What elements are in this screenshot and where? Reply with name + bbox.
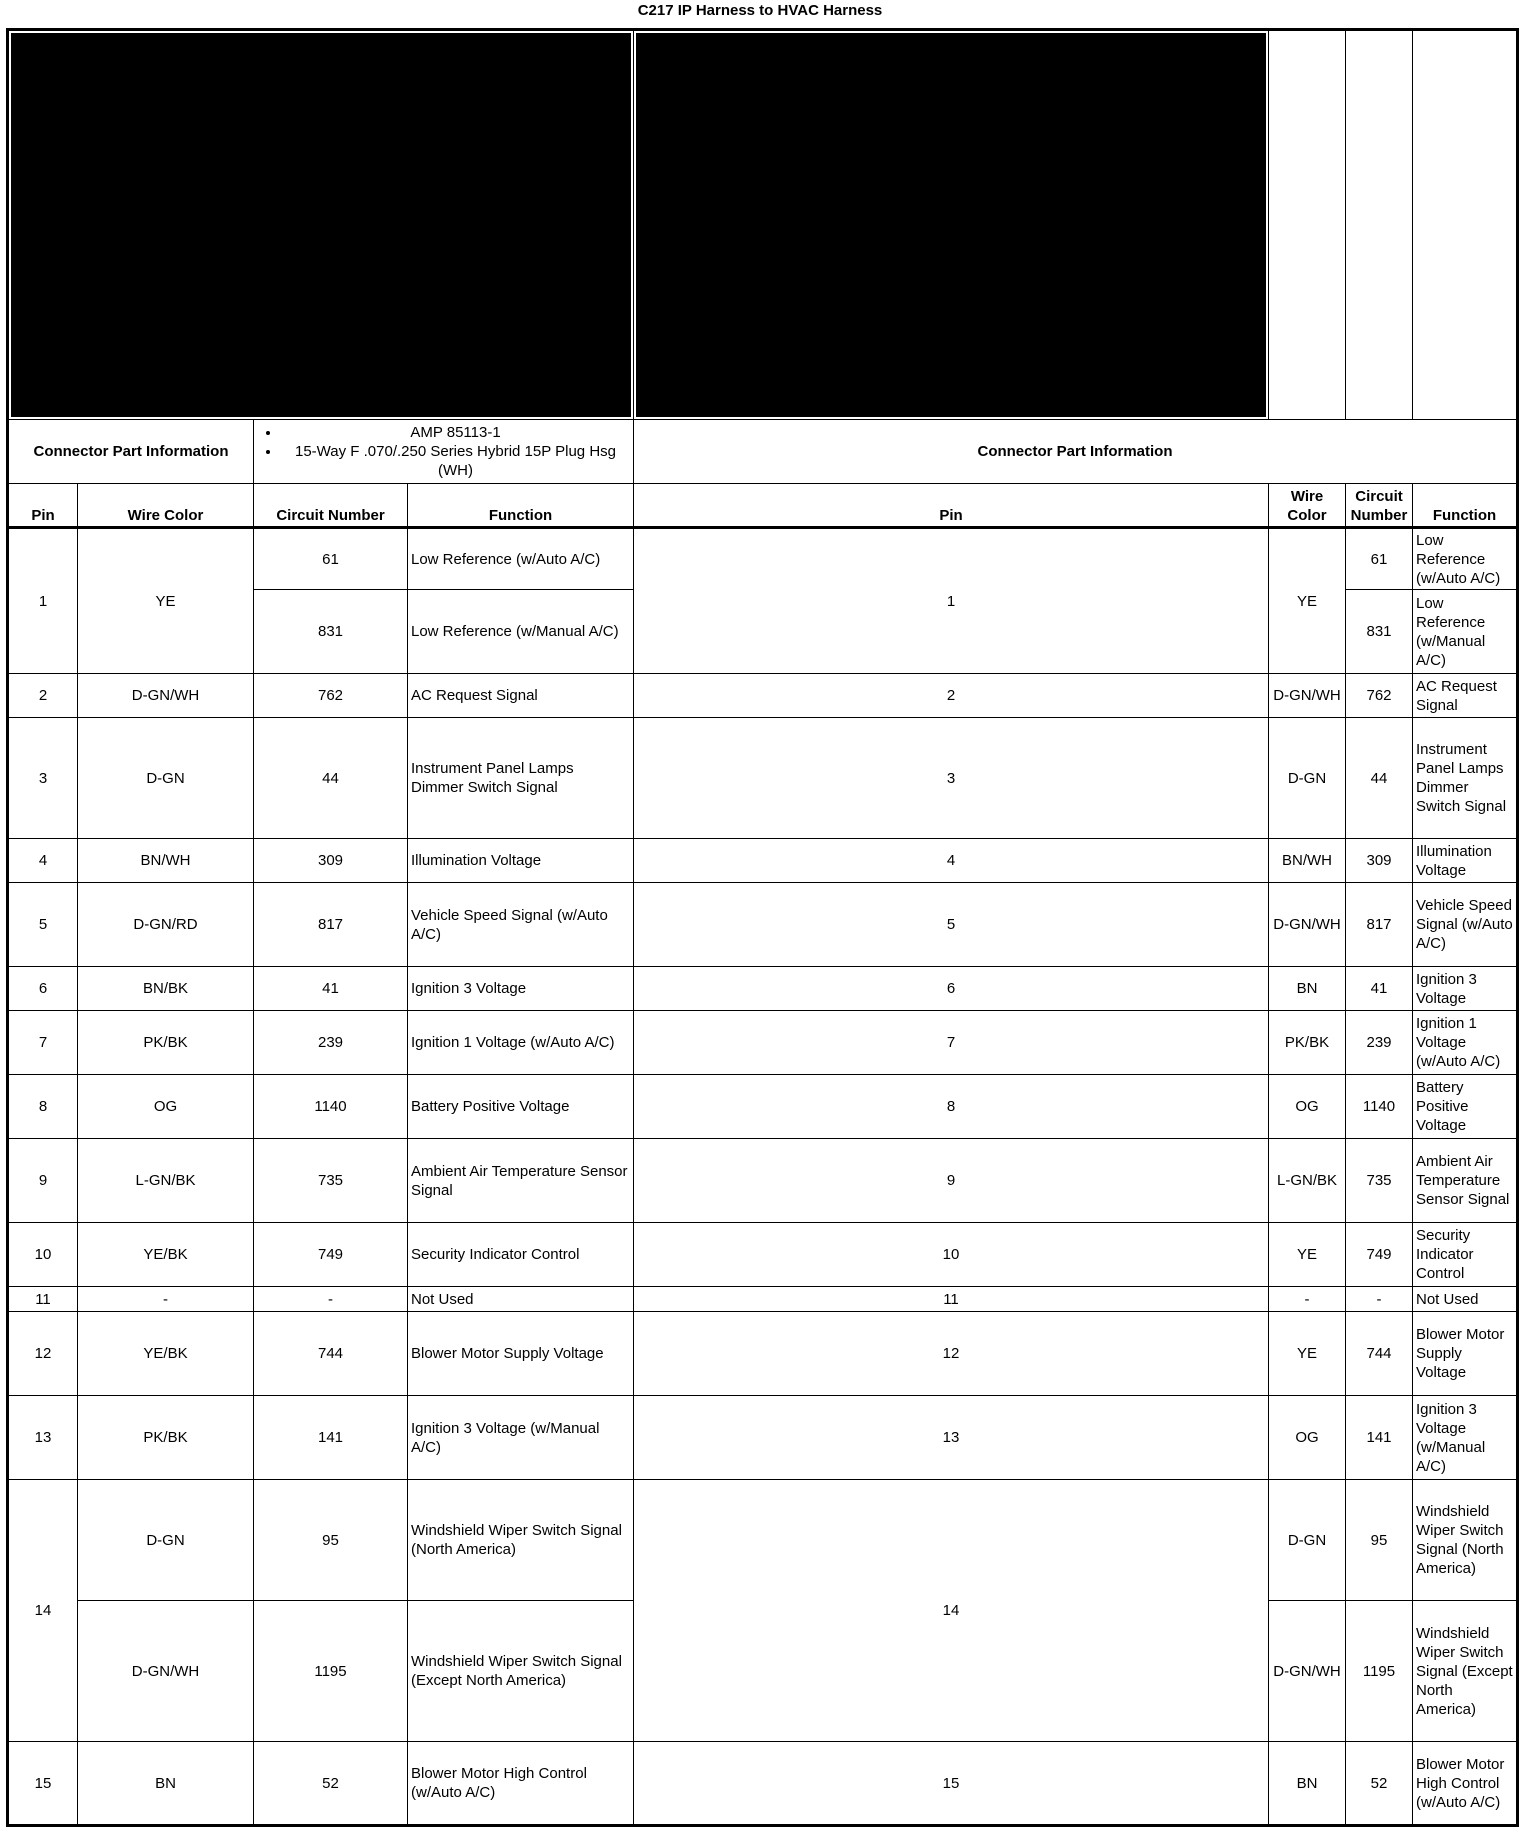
wire-color-cell: D-GN/WH bbox=[78, 1601, 254, 1742]
pin-cell: 15 bbox=[8, 1742, 78, 1826]
function-cell-right: Instrument Panel Lamps Dimmer Switch Signal bbox=[1413, 718, 1518, 839]
wire-color-cell-right: D-GN/WH bbox=[1269, 1601, 1346, 1742]
header-function-right: Function bbox=[1413, 484, 1518, 528]
pin-cell-right: 14 bbox=[634, 1480, 1269, 1742]
connector-info-item: • AMP 85113-1 bbox=[281, 423, 630, 442]
pin-cell: 6 bbox=[8, 967, 78, 1011]
wire-color-cell-right: BN bbox=[1269, 1742, 1346, 1826]
circuit-number-cell: 762 bbox=[254, 674, 408, 718]
connector-info-item: • 15-Way F .070/.250 Series Hybrid 15P Plug Hsg (WH) bbox=[281, 442, 630, 480]
pin-cell-right: 5 bbox=[634, 883, 1269, 967]
function-cell-right: Windshield Wiper Switch Signal (Except North America) bbox=[1413, 1601, 1518, 1742]
pin-cell: 8 bbox=[8, 1075, 78, 1139]
connector-face-image-right bbox=[636, 33, 1266, 417]
function-cell: Low Reference (w/Manual A/C) bbox=[408, 590, 634, 674]
table-row bbox=[8, 528, 1518, 590]
wire-color-cell: L-GN/BK bbox=[78, 1139, 254, 1223]
circuit-number-cell-right: 141 bbox=[1346, 1396, 1413, 1480]
function-cell: AC Request Signal bbox=[408, 674, 634, 718]
circuit-number-cell-right: 95 bbox=[1346, 1480, 1413, 1601]
pin-cell-right: 12 bbox=[634, 1312, 1269, 1396]
function-cell-right: Not Used bbox=[1413, 1287, 1518, 1312]
table-row bbox=[8, 1396, 1518, 1480]
connector-info-row bbox=[8, 420, 1518, 484]
function-cell: Windshield Wiper Switch Signal (North America) bbox=[408, 1480, 634, 1601]
circuit-number-cell-right: 831 bbox=[1346, 590, 1413, 674]
circuit-number-cell: 95 bbox=[254, 1480, 408, 1601]
circuit-number-cell-right: 735 bbox=[1346, 1139, 1413, 1223]
circuit-number-cell-right: 239 bbox=[1346, 1011, 1413, 1075]
pin-cell: 5 bbox=[8, 883, 78, 967]
function-cell: Ignition 1 Voltage (w/Auto A/C) bbox=[408, 1011, 634, 1075]
circuit-number-cell: 1195 bbox=[254, 1601, 408, 1742]
circuit-number-cell-right: 41 bbox=[1346, 967, 1413, 1011]
pin-cell-right: 11 bbox=[634, 1287, 1269, 1312]
function-cell: Illumination Voltage bbox=[408, 839, 634, 883]
function-cell: Ignition 3 Voltage bbox=[408, 967, 634, 1011]
table-row bbox=[8, 1742, 1518, 1826]
wire-color-cell-right: YE bbox=[1269, 1312, 1346, 1396]
circuit-number-cell: 1140 bbox=[254, 1075, 408, 1139]
circuit-number-cell: 52 bbox=[254, 1742, 408, 1826]
circuit-number-cell: 61 bbox=[254, 528, 408, 590]
pin-cell: 7 bbox=[8, 1011, 78, 1075]
circuit-number-cell: 831 bbox=[254, 590, 408, 674]
wire-color-cell-right: BN/WH bbox=[1269, 839, 1346, 883]
circuit-number-cell-right: 762 bbox=[1346, 674, 1413, 718]
function-cell: Low Reference (w/Auto A/C) bbox=[408, 528, 634, 590]
blank-cell bbox=[1269, 30, 1346, 420]
connector-face-image-left bbox=[11, 33, 631, 417]
table-row bbox=[8, 1480, 1518, 1601]
header-circuit-number-right: Circuit Number bbox=[1346, 484, 1413, 528]
function-cell-right: Security Indicator Control bbox=[1413, 1223, 1518, 1287]
table-row bbox=[8, 1139, 1518, 1223]
circuit-number-cell-right: 309 bbox=[1346, 839, 1413, 883]
pin-cell-right: 3 bbox=[634, 718, 1269, 839]
function-cell: Instrument Panel Lamps Dimmer Switch Signal bbox=[408, 718, 634, 839]
connector-info-list bbox=[257, 423, 630, 480]
connector-image-row bbox=[8, 30, 1518, 420]
column-header-row bbox=[8, 484, 1518, 528]
function-cell-right: Illumination Voltage bbox=[1413, 839, 1518, 883]
header-wire-color-left: Wire Color bbox=[78, 484, 254, 528]
function-cell: Blower Motor High Control (w/Auto A/C) bbox=[408, 1742, 634, 1826]
wire-color-cell: - bbox=[78, 1287, 254, 1312]
function-cell: Blower Motor Supply Voltage bbox=[408, 1312, 634, 1396]
header-pin-right: Pin bbox=[634, 484, 1269, 528]
document-title: C217 IP Harness to HVAC Harness bbox=[637, 2, 883, 19]
wire-color-cell: YE/BK bbox=[78, 1312, 254, 1396]
pin-cell: 2 bbox=[8, 674, 78, 718]
pin-cell: 4 bbox=[8, 839, 78, 883]
circuit-number-cell-right: - bbox=[1346, 1287, 1413, 1312]
pin-cell-right: 15 bbox=[634, 1742, 1269, 1826]
wire-color-cell: PK/BK bbox=[78, 1011, 254, 1075]
wire-color-cell-right: D-GN/WH bbox=[1269, 674, 1346, 718]
pin-cell: 3 bbox=[8, 718, 78, 839]
function-cell: Battery Positive Voltage bbox=[408, 1075, 634, 1139]
table-row bbox=[8, 718, 1518, 839]
circuit-number-cell: 44 bbox=[254, 718, 408, 839]
table-row bbox=[8, 1223, 1518, 1287]
wire-color-cell: PK/BK bbox=[78, 1396, 254, 1480]
pin-cell-right: 6 bbox=[634, 967, 1269, 1011]
function-cell: Not Used bbox=[408, 1287, 634, 1312]
function-cell-right: Blower Motor High Control (w/Auto A/C) bbox=[1413, 1742, 1518, 1826]
wire-color-cell-right: D-GN/WH bbox=[1269, 883, 1346, 967]
circuit-number-cell-right: 744 bbox=[1346, 1312, 1413, 1396]
table-row bbox=[8, 967, 1518, 1011]
circuit-number-cell-right: 1195 bbox=[1346, 1601, 1413, 1742]
pin-cell-right: 2 bbox=[634, 674, 1269, 718]
function-cell: Windshield Wiper Switch Signal (Except North America) bbox=[408, 1601, 634, 1742]
function-cell-right: Ambient Air Temperature Sensor Signal bbox=[1413, 1139, 1518, 1223]
function-cell: Ignition 3 Voltage (w/Manual A/C) bbox=[408, 1396, 634, 1480]
function-cell-right: Blower Motor Supply Voltage bbox=[1413, 1312, 1518, 1396]
wire-color-cell: D-GN bbox=[78, 718, 254, 839]
function-cell: Vehicle Speed Signal (w/Auto A/C) bbox=[408, 883, 634, 967]
blank-cell bbox=[1346, 30, 1413, 420]
wire-color-cell-right: D-GN bbox=[1269, 1480, 1346, 1601]
wire-color-cell-right: BN bbox=[1269, 967, 1346, 1011]
wire-color-cell-right: L-GN/BK bbox=[1269, 1139, 1346, 1223]
pin-cell: 10 bbox=[8, 1223, 78, 1287]
function-cell-right: Low Reference (w/Auto A/C) bbox=[1413, 528, 1518, 590]
circuit-number-cell-right: 52 bbox=[1346, 1742, 1413, 1826]
header-circuit-number-left: Circuit Number bbox=[254, 484, 408, 528]
function-cell-right: Low Reference (w/Manual A/C) bbox=[1413, 590, 1518, 674]
pin-cell-right: 13 bbox=[634, 1396, 1269, 1480]
wire-color-cell-right: YE bbox=[1269, 528, 1346, 674]
wire-color-cell: YE bbox=[78, 528, 254, 674]
wire-color-cell-right: D-GN bbox=[1269, 718, 1346, 839]
wire-color-cell: D-GN/WH bbox=[78, 674, 254, 718]
connector-info-details-left bbox=[254, 420, 634, 484]
connector-info-label-left: Connector Part Information bbox=[8, 420, 254, 484]
wire-color-cell-right: OG bbox=[1269, 1396, 1346, 1480]
wire-color-cell: D-GN/RD bbox=[78, 883, 254, 967]
pin-cell: 9 bbox=[8, 1139, 78, 1223]
connector-table bbox=[6, 28, 1519, 1827]
header-function-left: Function bbox=[408, 484, 634, 528]
function-cell-right: Battery Positive Voltage bbox=[1413, 1075, 1518, 1139]
wire-color-cell-right: PK/BK bbox=[1269, 1011, 1346, 1075]
circuit-number-cell: 744 bbox=[254, 1312, 408, 1396]
circuit-number-cell-right: 817 bbox=[1346, 883, 1413, 967]
circuit-number-cell-right: 44 bbox=[1346, 718, 1413, 839]
pin-cell: 12 bbox=[8, 1312, 78, 1396]
wire-color-cell-right: YE bbox=[1269, 1223, 1346, 1287]
function-cell-right: Windshield Wiper Switch Signal (North America) bbox=[1413, 1480, 1518, 1601]
connector-image-left-cell bbox=[8, 30, 634, 420]
pin-cell: 14 bbox=[8, 1480, 78, 1742]
circuit-number-cell: 309 bbox=[254, 839, 408, 883]
function-cell-right: AC Request Signal bbox=[1413, 674, 1518, 718]
circuit-number-cell: 749 bbox=[254, 1223, 408, 1287]
table-row bbox=[8, 1011, 1518, 1075]
function-cell: Security Indicator Control bbox=[408, 1223, 634, 1287]
table-row bbox=[8, 1075, 1518, 1139]
wire-color-cell: D-GN bbox=[78, 1480, 254, 1601]
circuit-number-cell: 239 bbox=[254, 1011, 408, 1075]
circuit-number-cell: 817 bbox=[254, 883, 408, 967]
pin-cell-right: 8 bbox=[634, 1075, 1269, 1139]
table-row bbox=[8, 1312, 1518, 1396]
function-cell-right: Ignition 3 Voltage bbox=[1413, 967, 1518, 1011]
function-cell-right: Ignition 3 Voltage (w/Manual A/C) bbox=[1413, 1396, 1518, 1480]
wire-color-cell: YE/BK bbox=[78, 1223, 254, 1287]
table-row bbox=[8, 1287, 1518, 1312]
pin-cell-right: 10 bbox=[634, 1223, 1269, 1287]
circuit-number-cell: - bbox=[254, 1287, 408, 1312]
wire-color-cell: BN bbox=[78, 1742, 254, 1826]
function-cell-right: Vehicle Speed Signal (w/Auto A/C) bbox=[1413, 883, 1518, 967]
circuit-number-cell: 41 bbox=[254, 967, 408, 1011]
pin-cell-right: 7 bbox=[634, 1011, 1269, 1075]
table-row bbox=[8, 839, 1518, 883]
circuit-number-cell: 735 bbox=[254, 1139, 408, 1223]
header-wire-color-right: Wire Color bbox=[1269, 484, 1346, 528]
wire-color-cell: BN/WH bbox=[78, 839, 254, 883]
wire-color-cell-right: - bbox=[1269, 1287, 1346, 1312]
function-cell: Ambient Air Temperature Sensor Signal bbox=[408, 1139, 634, 1223]
connector-image-right-cell bbox=[634, 30, 1269, 420]
pin-cell-right: 9 bbox=[634, 1139, 1269, 1223]
pin-cell: 13 bbox=[8, 1396, 78, 1480]
pin-cell-right: 1 bbox=[634, 528, 1269, 674]
header-pin-left: Pin bbox=[8, 484, 78, 528]
function-cell-right: Ignition 1 Voltage (w/Auto A/C) bbox=[1413, 1011, 1518, 1075]
pin-cell: 1 bbox=[8, 528, 78, 674]
pin-cell-right: 4 bbox=[634, 839, 1269, 883]
wire-color-cell: OG bbox=[78, 1075, 254, 1139]
circuit-number-cell-right: 61 bbox=[1346, 528, 1413, 590]
connector-info-label-right: Connector Part Information bbox=[634, 420, 1518, 484]
circuit-number-cell-right: 1140 bbox=[1346, 1075, 1413, 1139]
pin-cell: 11 bbox=[8, 1287, 78, 1312]
table-row bbox=[8, 674, 1518, 718]
table-row bbox=[8, 883, 1518, 967]
circuit-number-cell: 141 bbox=[254, 1396, 408, 1480]
wire-color-cell-right: OG bbox=[1269, 1075, 1346, 1139]
blank-cell bbox=[1413, 30, 1518, 420]
circuit-number-cell-right: 749 bbox=[1346, 1223, 1413, 1287]
wire-color-cell: BN/BK bbox=[78, 967, 254, 1011]
